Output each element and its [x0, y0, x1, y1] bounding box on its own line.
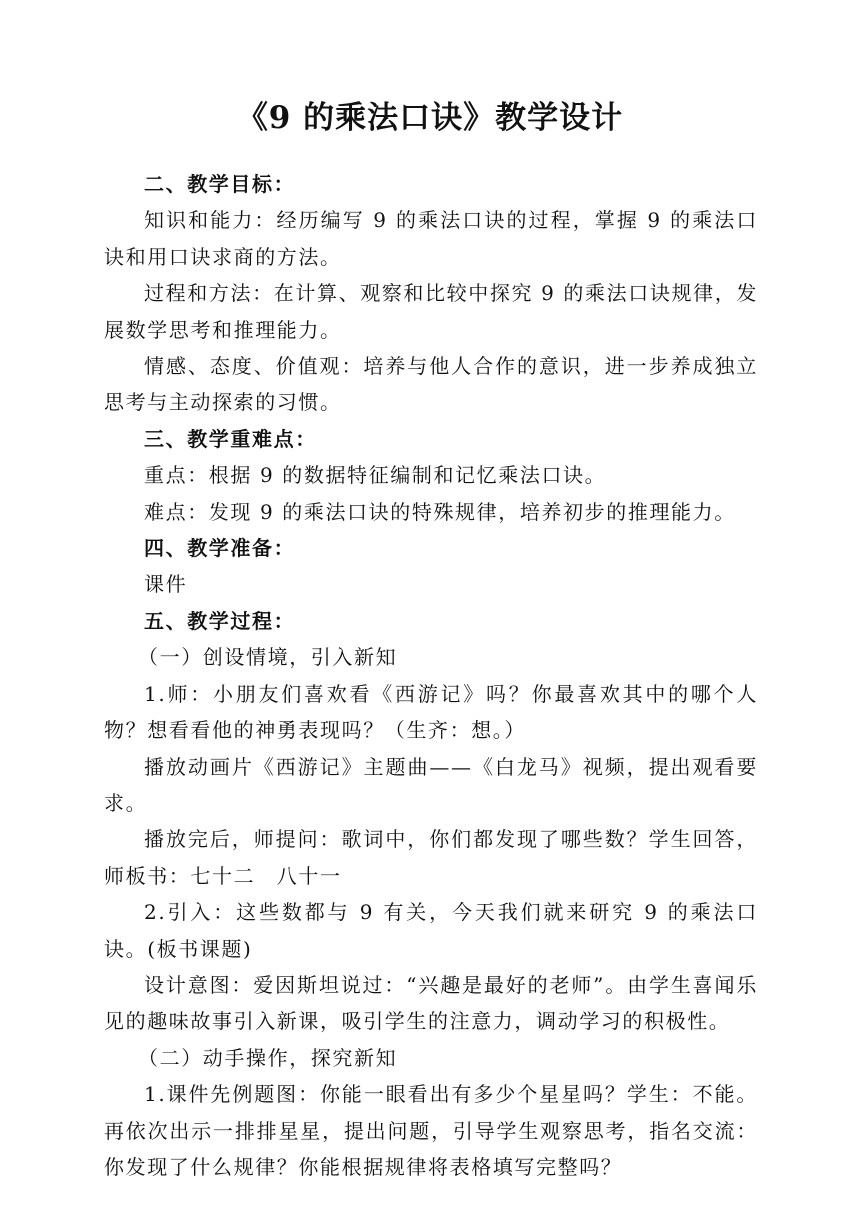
paragraph: 过程和方法：在计算、观察和比较中探究 9 的乘法口诀规律，发展数学思考和推理能力。	[104, 281, 758, 342]
document-title: 《9 的乘法口诀》教学设计	[236, 100, 624, 136]
paragraph: 难点：发现 9 的乘法口诀的特殊规律，培养初步的推理能力。	[144, 499, 736, 524]
paragraph: 知识和能力：经历编写 9 的乘法口诀的过程，掌握 9 的乘法口诀和用口诀求商的方法。	[104, 208, 758, 269]
section-heading-process: 五、教学过程：	[144, 608, 296, 633]
paragraph: 1.师：小朋友们喜欢看《西游记》吗？你最喜欢其中的哪个人物？想看看他的神勇表现吗？（生齐：想。）	[104, 681, 758, 743]
subsection-heading: （一）创设情境，引入新知	[138, 645, 398, 670]
section-heading-preparation: 四、教学准备：	[144, 536, 296, 561]
paragraph: 1.课件先例题图：你能一眼看出有多少个星星吗？学生：不能。再依次出示一排排星星，提出问题，引导学生观察思考，指名交流：你发现了什么规律？你能根据规律将表格填写完整吗？	[104, 1082, 758, 1179]
section-heading-objectives: 二、教学目标：	[144, 172, 296, 196]
paragraph: 重点：根据 9 的数据特征编制和记忆乘法口诀。	[144, 463, 607, 488]
paragraph: 播放动画片《西游记》主题曲——《白龙马》视频，提出观看要求。	[104, 754, 758, 815]
paragraph: 播放完后，师提问：歌词中，你们都发现了哪些数？学生回答，师板书：七十二 八十一	[104, 827, 758, 888]
subsection-heading: （二）动手操作，探究新知	[138, 1045, 398, 1070]
paragraph: 课件	[144, 572, 188, 597]
section-heading-key-points: 三、教学重难点：	[144, 426, 317, 451]
document-body	[104, 166, 758, 1185]
paragraph: 情感、态度、价值观：培养与他人合作的意识，进一步养成独立思考与主动探索的习惯。	[104, 354, 758, 415]
paragraph: 2.引入：这些数都与 9 有关，今天我们就来研究 9 的乘法口诀。(板书课题)	[104, 900, 758, 961]
paragraph: 设计意图：爱因斯坦说过：“兴趣是最好的老师”。由学生喜闻乐见的趣味故事引入新课，吸引学生的注意力，调动学习的积极性。	[104, 972, 758, 1034]
